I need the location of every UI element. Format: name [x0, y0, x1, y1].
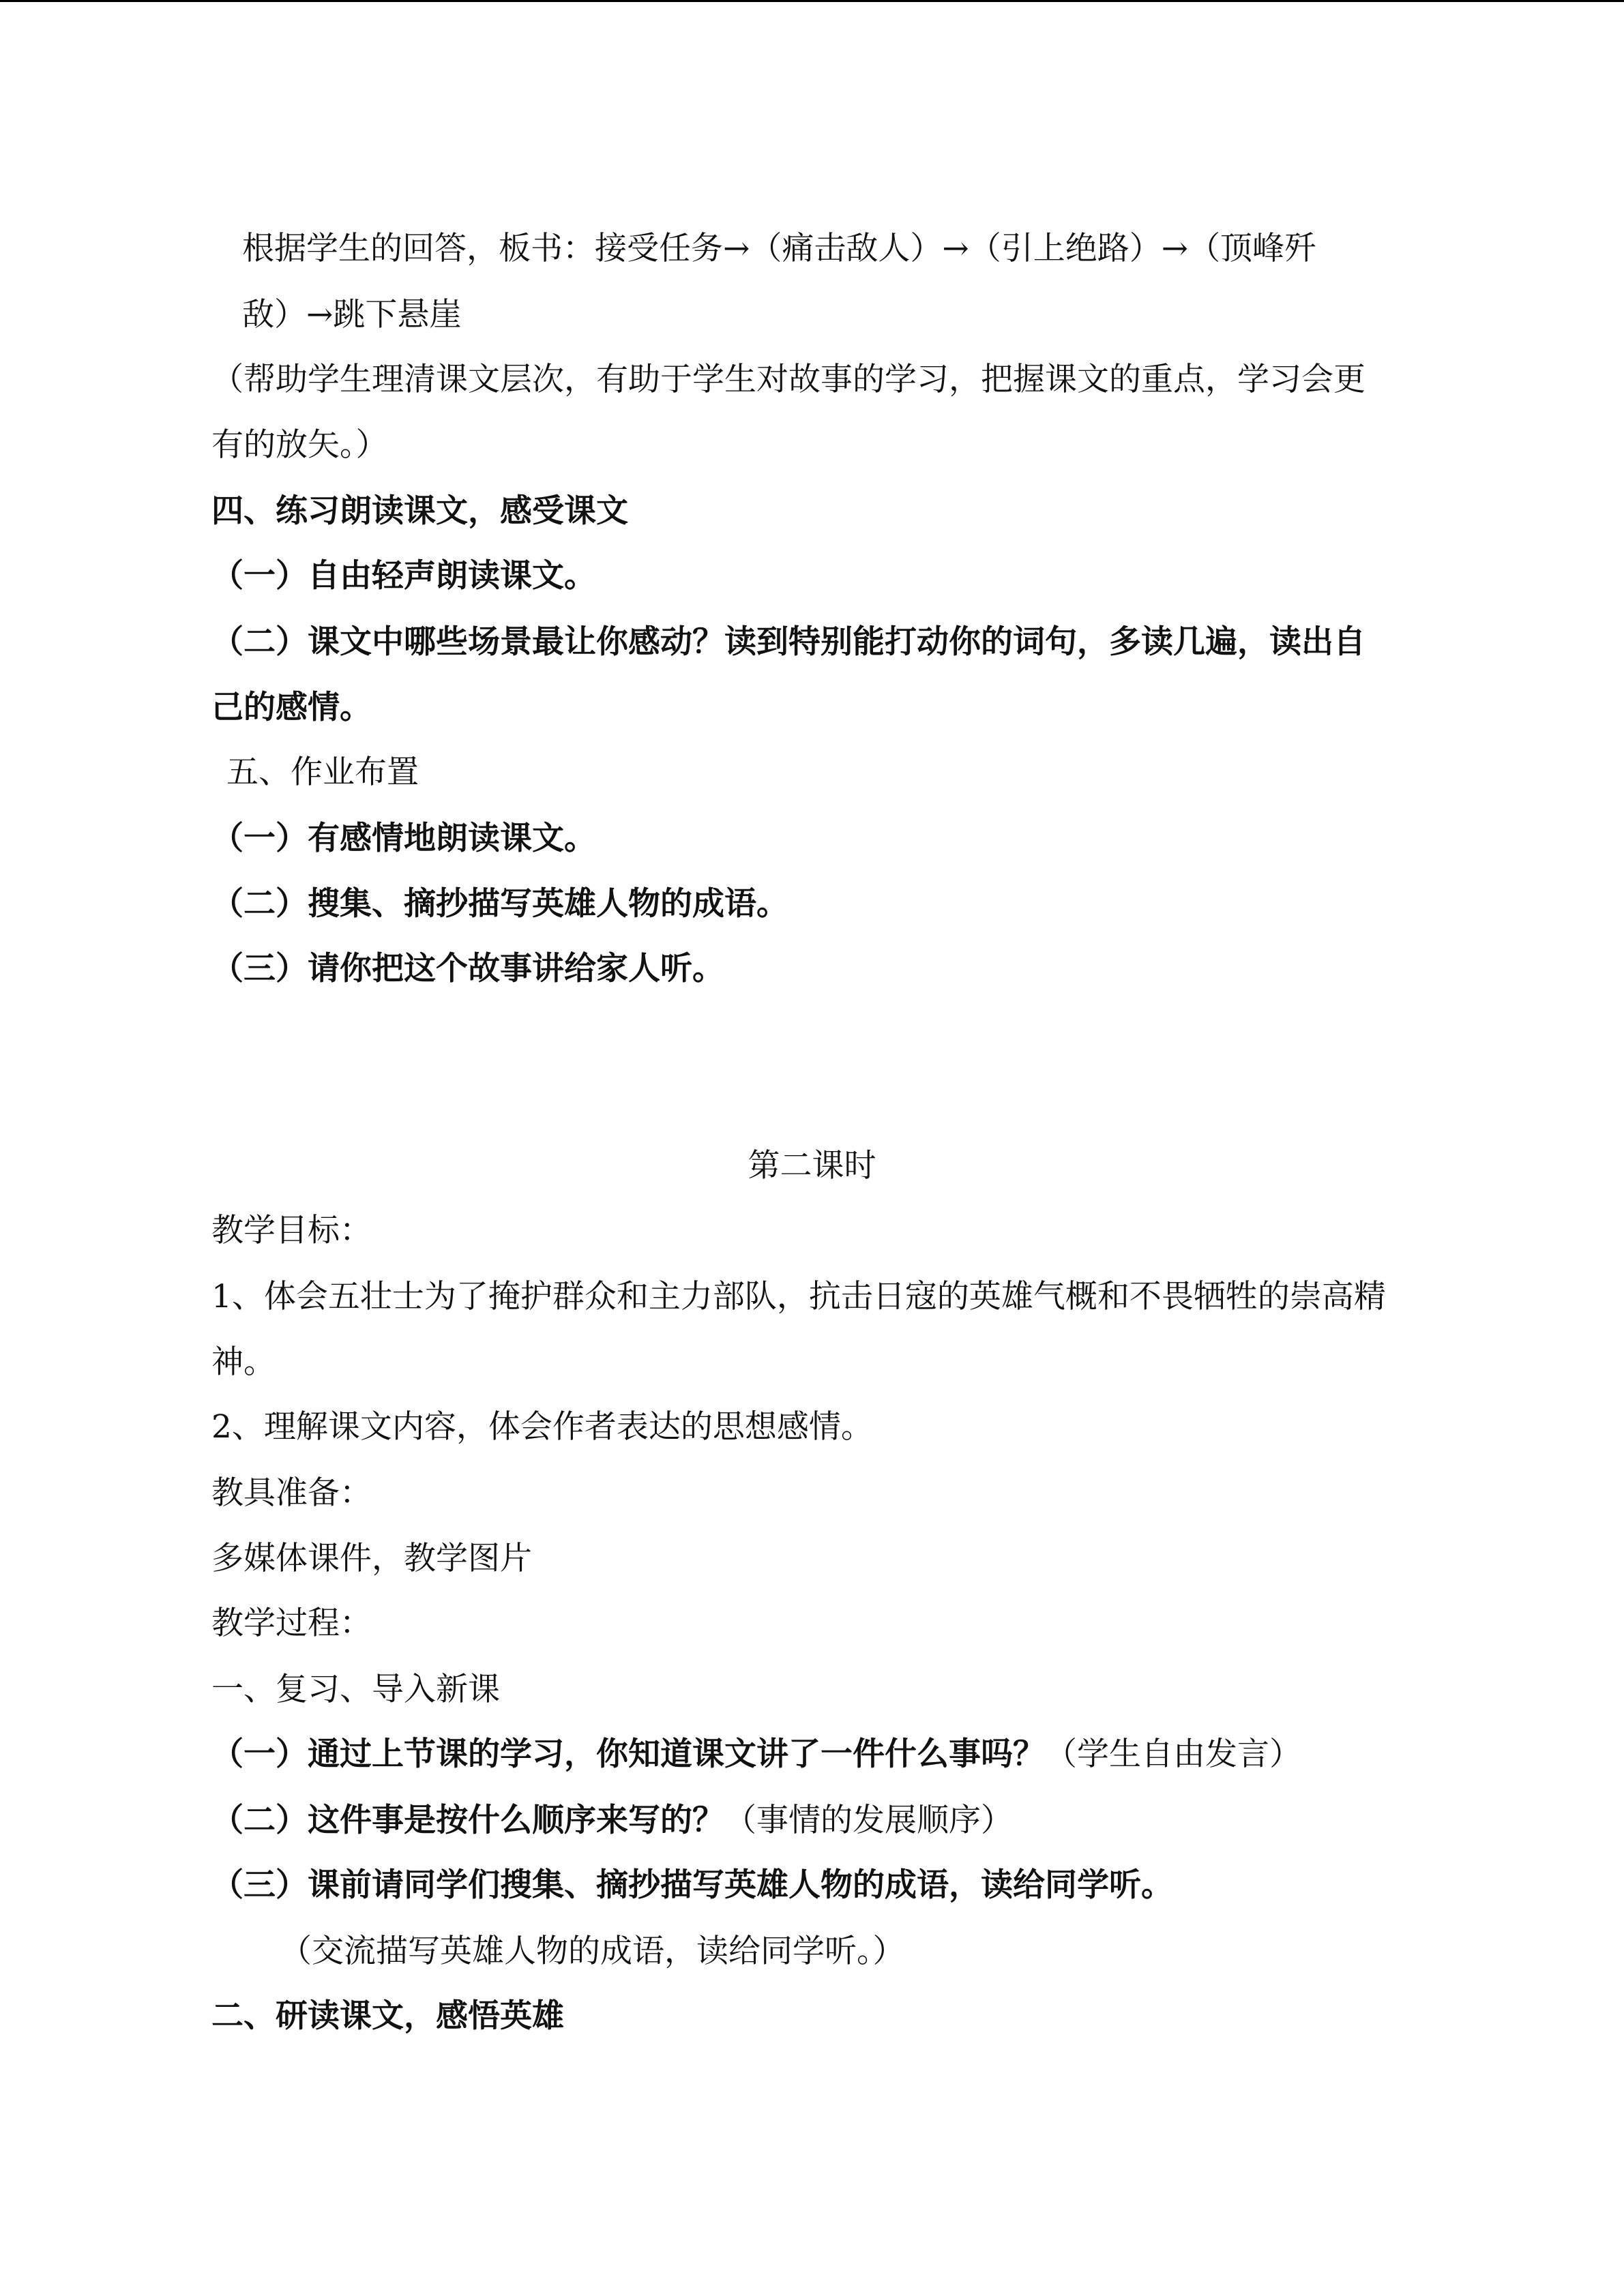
teaching-note-line-2: 有的放矢。） — [211, 426, 388, 464]
goals-label: 教学目标： — [211, 1212, 372, 1249]
materials-text: 多媒体课件，教学图片 — [211, 1540, 532, 1577]
blackboard-summary-line-2: 敌）→跳下悬崖 — [242, 296, 462, 333]
process-label: 教学过程： — [211, 1605, 372, 1642]
blackboard-summary-line-1: 根据学生的回答，板书：接受任务→（痛击敌人）→（引上绝路）→（顶峰歼 — [242, 230, 1317, 267]
review-question: （二）这件事是按什么顺序来写的？ — [211, 1802, 724, 1839]
review-question: （一）通过上节课的学习，你知道课文讲了一件什么事吗？ — [211, 1735, 1045, 1773]
section-heading-one: 一、复习、导入新课 — [211, 1671, 500, 1708]
teaching-note-line-1: （帮助学生理清课文层次，有助于学生对故事的学习，把握课文的重点，学习会更 — [211, 361, 1365, 398]
homework-item: （一）有感情地朗读课文。 — [211, 820, 596, 857]
section-heading-four: 四、练习朗读课文，感受课文 — [211, 492, 628, 530]
step-item-continued: 己的感情。 — [211, 689, 372, 726]
goal-item-1: 1、体会五壮士为了掩护群众和主力部队，抗击日寇的英雄气概和不畏牺牲的崇高精 — [211, 1278, 1386, 1315]
goal-item-2: 2、理解课文内容，体会作者表达的思想感情。 — [211, 1408, 873, 1446]
goal-item-1-continued: 神。 — [211, 1343, 276, 1381]
review-step-2 — [211, 1800, 1013, 1841]
review-step-3: （三）课前请同学们搜集、摘抄描写英雄人物的成语，读给同学听。 — [211, 1866, 1173, 1904]
materials-label: 教具准备： — [211, 1474, 372, 1512]
review-answer: （事情的发展顺序） — [724, 1802, 1013, 1839]
review-step-1 — [211, 1734, 1301, 1775]
review-answer: （学生自由发言） — [1045, 1735, 1301, 1773]
step-item: （二）课文中哪些场景最让你感动？读到特别能打动你的词句，多读几遍，读出自 — [211, 623, 1365, 661]
review-step-3-note: （交流描写英雄人物的成语，读给同学听。） — [280, 1933, 905, 1970]
homework-item: （三）请你把这个故事讲给家人听。 — [211, 950, 724, 987]
section-heading-two: 二、研读课文，感悟英雄 — [211, 1997, 564, 2035]
section-heading-five: 五、作业布置 — [226, 754, 419, 791]
homework-item: （二）搜集、摘抄描写英雄人物的成语。 — [211, 885, 788, 923]
step-item: （一）自由轻声朗读课文。 — [211, 557, 596, 595]
lesson-title: 第二课时 — [748, 1147, 876, 1184]
